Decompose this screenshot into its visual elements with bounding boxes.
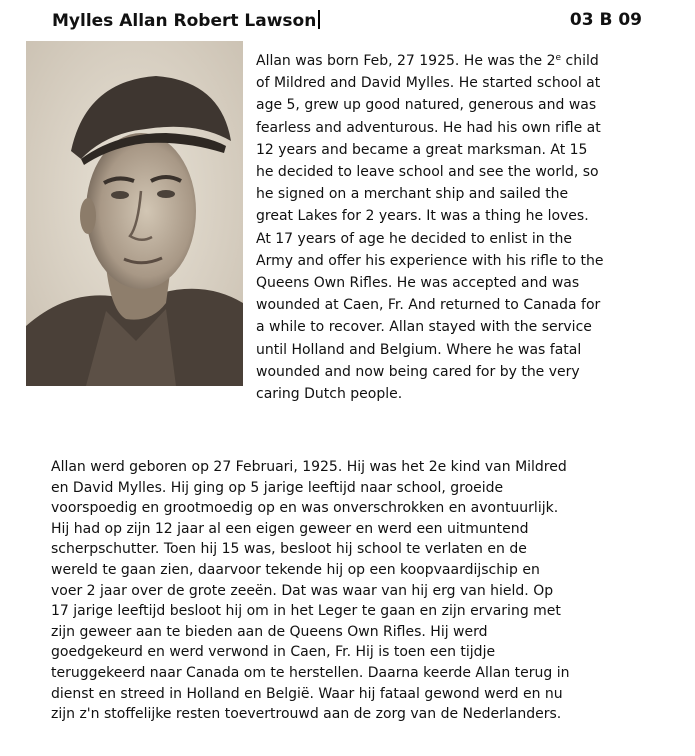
bio-en-line: great Lakes for 2 years. It was a thing he loves. [256,208,589,225]
portrait-image [26,41,243,386]
bio-en-line: Army and offer his experience with his rifle to the [256,252,604,269]
bio-nl-line: goedgekeurd en werd verwond in Caen, Fr. Hij is toen een tijdje [51,644,496,661]
bio-nl-line: teruggekeerd naar Canada om te herstellen. Daarna keerde Allan terug in [51,664,570,681]
biography-english [256,50,656,405]
document-header [52,10,652,36]
bio-nl-line: zijn z'n stoffelijke resten toevertrouwd aan de zorg van de Nederlanders. [51,706,562,723]
bio-nl-line: en David Mylles. Hij ging op 5 jarige leeftijd naar school, groeide [51,479,504,496]
bio-nl-line: dienst en streed in Holland en België. Waar hij fataal gewond werd en nu [51,685,563,702]
biography-dutch [51,457,661,725]
bio-en-line: wounded and now being cared for by the very [256,363,580,380]
bio-en-line: Allan was born Feb, 27 1925. He was the 2e child [256,53,599,69]
soldier-name: Mylles Allan Robert Lawson [52,10,320,31]
bio-en-line: wounded at Caen, Fr. And returned to Canada for [256,297,601,314]
bio-en-line: caring Dutch people. [256,386,403,403]
bio-nl-line: scherpschutter. Toen hij 15 was, besloot hij school te verlaten en de [51,541,527,558]
bio-nl-line: Hij had op zijn 12 jaar al een eigen geweer en werd een uitmuntend [51,520,529,537]
bio-en-line: of Mildred and David Mylles. He started school at [256,75,601,92]
bio-en-line: At 17 years of age he decided to enlist in the [256,230,573,247]
bio-nl-line: voer 2 jaar over de grote zeeën. Dat was waar van hij erg van hield. Op [51,582,554,599]
bio-nl-line: 17 jarige leeftijd besloot hij om in het Leger te gaan en zijn ervaring met [51,603,561,620]
ordinal-suffix: e [555,53,562,63]
bio-en-line: Queens Own Rifles. He was accepted and was [256,275,580,292]
bio-en-line: age 5, grew up good natured, generous and was [256,97,597,114]
portrait-photo [26,41,243,386]
bio-nl-line: Allan werd geboren op 27 Februari, 1925. Hij was het 2e kind van Mildred [51,459,567,475]
bio-nl-line: voorspoedig en grootmoedig op en was onverschrokken en avontuurlijk. [51,500,559,517]
bio-en-line: he signed on a merchant ship and sailed the [256,186,569,203]
text-cursor [318,10,320,29]
bio-nl-line: zijn geweer aan te bieden aan de Queens Own Rifles. Hij werd [51,623,488,640]
bio-en-line: he decided to leave school and see the world, so [256,164,599,181]
bio-en-line: until Holland and Belgium. Where he was fatal [256,341,582,358]
bio-nl-line: wereld te gaan zien, daarvoor tekende hij op een koopvaardijschip en [51,561,540,578]
bio-en-line: fearless and adventurous. He had his own rifle at [256,119,601,136]
bio-en-line: a while to recover. Allan stayed with the service [256,319,592,336]
bio-en-line: 12 years and became a great marksman. At 15 [256,141,588,158]
grave-code: 03 B 09 [569,10,642,30]
